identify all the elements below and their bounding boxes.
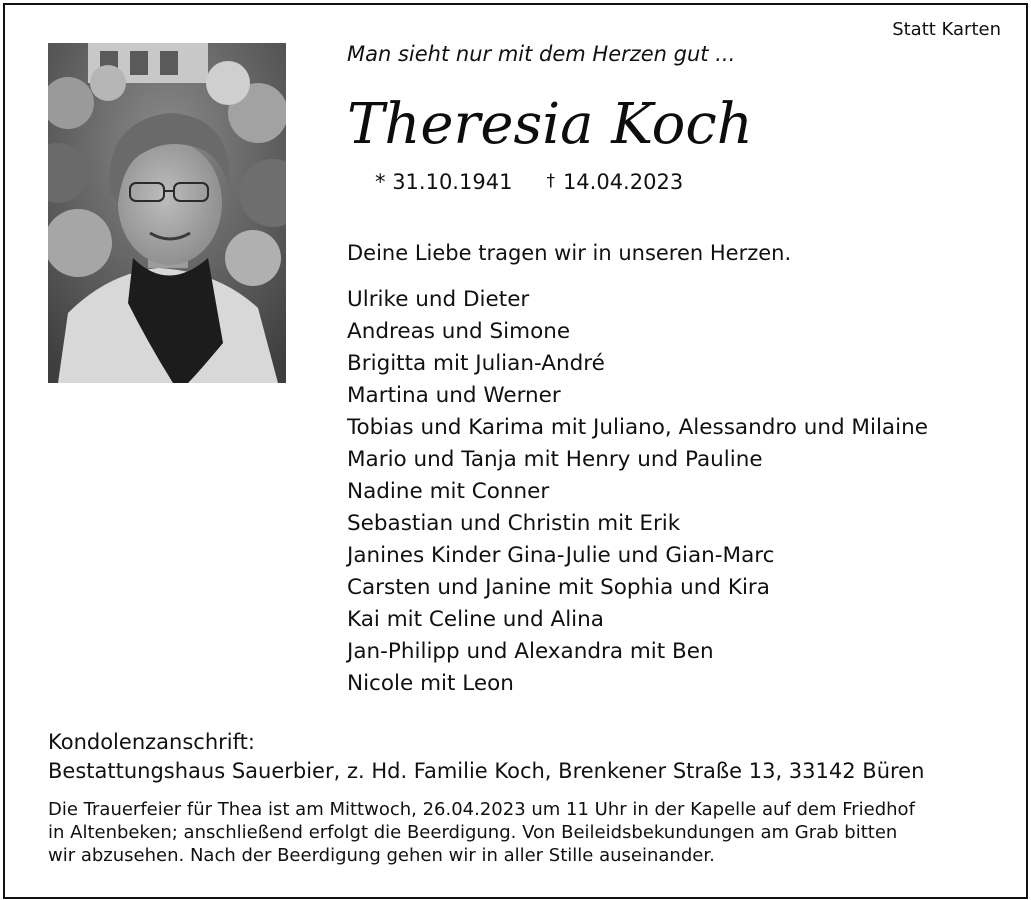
list-item: Martina und Werner: [347, 383, 561, 408]
life-dates: [375, 170, 683, 194]
list-item: Janines Kinder Gina-Julie und Gian-Marc: [347, 543, 775, 568]
list-item: Kai mit Celine und Alina: [347, 607, 604, 632]
list-item: Nicole mit Leon: [347, 671, 514, 696]
motto-quote: Man sieht nur mit dem Herzen gut ...: [347, 42, 736, 66]
mourner-list: [347, 284, 928, 700]
list-item: Jan-Philipp und Alexandra mit Ben: [347, 639, 714, 664]
list-item: Nadine mit Conner: [347, 479, 550, 504]
list-item: Sebastian und Christin mit Erik: [347, 511, 681, 536]
lead-line: Deine Liebe tragen wir in unseren Herzen.: [347, 241, 792, 265]
condolence-address: Bestattungshaus Sauerbier, z. Hd. Familie Koch, Brenkener Straße 13, 33142 Büren: [48, 759, 925, 783]
death-date: 14.04.2023: [562, 170, 684, 194]
list-item: Andreas und Simone: [347, 319, 571, 344]
birth-date: 31.10.1941: [392, 170, 513, 194]
notice-line: wir abzusehen. Nach der Beerdigung gehen wir in aller Stille auseinander.: [48, 845, 715, 866]
notice-line: Die Trauerfeier für Thea ist am Mittwoch, 26.04.2023 um 11 Uhr in der Kapelle auf dem Friedhof: [48, 799, 915, 820]
list-item: Tobias und Karima mit Juliano, Alessandro und Milaine: [347, 415, 928, 440]
statt-karten-label: Statt Karten: [892, 19, 1001, 40]
condolence-block: [48, 728, 924, 786]
portrait-photo: [48, 43, 286, 383]
list-item: Carsten und Janine mit Sophia und Kira: [347, 575, 770, 600]
death-mark-icon: †: [546, 171, 555, 191]
list-item: Brigitta mit Julian-André: [347, 351, 605, 376]
funeral-notice: [48, 798, 988, 867]
list-item: Ulrike und Dieter: [347, 287, 530, 312]
birth-mark: *: [375, 170, 386, 194]
notice-line: in Altenbeken; anschließend erfolgt die Beerdigung. Von Beileidsbekundungen am Grab bitten: [48, 822, 898, 843]
condolence-label: Kondolenzanschrift:: [48, 730, 255, 754]
deceased-name: Theresia Koch: [347, 92, 753, 157]
list-item: Mario und Tanja mit Henry und Pauline: [347, 447, 763, 472]
